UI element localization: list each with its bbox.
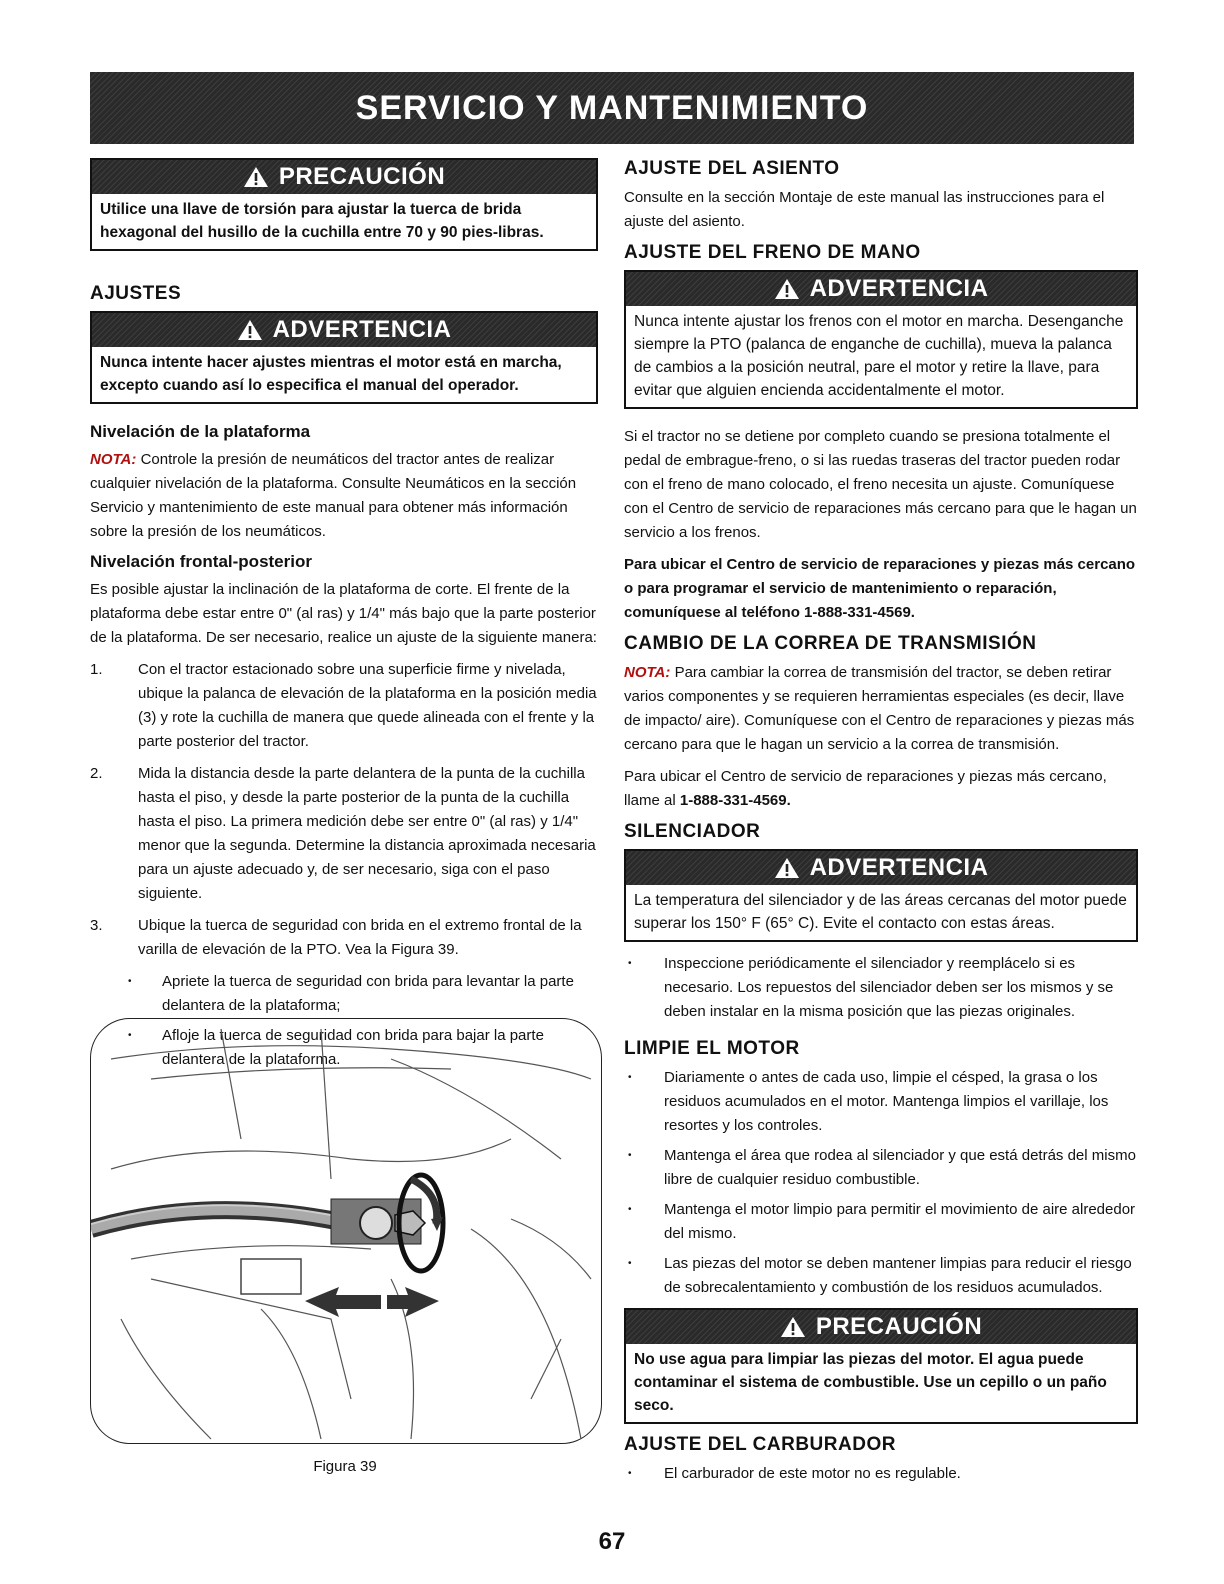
list-item: 1. Con el tractor estacionado sobre una superficie firme y nivelada, ubique la palanca de elevación de la plataforma en la posición media (3) y rote la cuchilla de manera que quede alineada con el frente y la parte posterior del tractor.	[90, 661, 597, 750]
page-banner	[90, 72, 1134, 144]
section-heading-carburador: AJUSTE DEL CARBURADOR	[624, 1434, 896, 1455]
phone-number: 1-888-331-4569.	[679, 792, 791, 809]
frontal-paragraph: Es posible ajustar la inclinación de la plataforma de corte. El frente de la plataforma debe estar entre 0" (al ras) y 1/4" más bajo que la parte posterior de la plataforma. De ser necesario, realice un ajuste de la siguiente manera:	[90, 581, 597, 646]
warning-triangle-icon	[774, 278, 800, 300]
subheading-frontal-posterior: Nivelación frontal-posterior	[90, 552, 312, 571]
carburador-bullets	[624, 1462, 1138, 1486]
list-item: • Mantenga el motor limpio para permitir el movimiento de aire alrededor del mismo.	[624, 1198, 1138, 1246]
figure-39-illustration	[90, 1018, 602, 1444]
nivelacion-text: Controle la presión de neumáticos del tractor antes de realizar cualquier nivelación de la plataforma. Consulte Neumáticos en la sección Servicio y mantenimiento de este manual para obtener más información sobre la presión de los neumáticos.	[90, 451, 577, 540]
caution-box-torque	[90, 158, 598, 251]
list-item: • Inspeccione periódicamente el silenciador y reemplácelo si es necesario. Los repuestos del silenciador deben ser los mismos y se deben instalar en la misma posición que las piezas originales.	[624, 952, 1138, 1024]
list-item: • Apriete la tuerca de seguridad con brida para levantar la parte delantera de la plataforma;	[90, 970, 598, 1018]
warning-label: ADVERTENCIA	[809, 854, 989, 881]
list-item: • Las piezas del motor se deben mantener limpias para reducir el riesgo de sobrecalentamiento y combustión de los residuos acumulados.	[624, 1252, 1138, 1300]
list-item: • Diariamente o antes de cada uso, limpie el césped, la grasa o los residuos acumulados en el motor. Mantenga limpios el varillaje, los resortes y los controles.	[624, 1066, 1138, 1138]
warning-text: La temperatura del silenciador y de las áreas cercanas del motor puede superar los 150° F (65° C). Evite el contacto con estas áreas.	[634, 892, 1127, 932]
correa-paragraph	[624, 661, 1138, 757]
caution-label: PRECAUCIÓN	[815, 1313, 983, 1340]
warning-triangle-icon	[237, 319, 263, 341]
caution-text: Utilice una llave de torsión para ajustar la tuerca de brida hexagonal del husillo de la cuchilla entre 70 y 90 pies-libras.	[100, 201, 544, 241]
section-heading-limpie: LIMPIE EL MOTOR	[624, 1038, 800, 1059]
caution-label: PRECAUCIÓN	[278, 163, 446, 190]
correa-text: Para cambiar la correa de transmisión del tractor, se deben retirar varios componentes y se requieren herramientas especiales (es decir, llave de impacto/ aire). Comuníquese con el Centro de reparaciones y piezas más cercano para que le hagan un servicio a la correa de transmisión.	[624, 664, 1135, 753]
section-heading-correa: CAMBIO DE LA CORREA DE TRANSMISIÓN	[624, 633, 1037, 654]
warning-box-adjust	[90, 311, 598, 404]
caution-box-water	[624, 1308, 1138, 1424]
page-number: 67	[598, 1528, 626, 1555]
warning-bar	[626, 851, 1136, 885]
warning-text: Nunca intente ajustar los frenos con el motor en marcha. Desenganche siempre la PTO (palanca de enganche de cuchilla), mueva la palanca de cambios a la posición neutral, pare el motor y retire la llave, para evitar que alguien encienda accidentalmente el motor.	[634, 313, 1124, 399]
asiento-paragraph: Consulte en la sección Montaje de este manual las instrucciones para el ajuste del asiento.	[624, 189, 1105, 230]
freno-paragraph: Si el tractor no se detiene por completo cuando se presiona totalmente el pedal de embrague-freno, o si las ruedas traseras del tractor pueden rodar con el freno de mano colocado, el freno necesita un ajuste. Comuníquese con el Centro de servicio de reparaciones más cercano para que le hagan un servicio a los frenos.	[624, 428, 1137, 541]
nota-label: NOTA:	[624, 664, 671, 681]
caution-bar	[626, 1310, 1136, 1344]
list-item: 2. Mida la distancia desde la parte delantera de la punta de la cuchilla hasta el piso, y desde la parte posterior de la punta de la cuchilla hasta el piso. La primera medición debe ser entre 0" (al ras) y 1/4" menor que la segunda. Determine la distancia aproximada necesaria para un ajuste adecuado y, de ser necesario, siga con el paso siguiente.	[90, 765, 596, 902]
left-column	[90, 158, 598, 1080]
right-column	[624, 158, 1138, 1494]
nivelacion-paragraph	[90, 448, 598, 544]
warning-triangle-icon	[774, 857, 800, 879]
silenciador-bullets	[624, 952, 1138, 1024]
list-item: • El carburador de este motor no es regulable.	[624, 1462, 1138, 1486]
section-heading-asiento: AJUSTE DEL ASIENTO	[624, 158, 840, 179]
warning-triangle-icon	[780, 1316, 806, 1338]
warning-box-brakes	[624, 270, 1138, 409]
warning-triangle-icon	[243, 166, 269, 188]
freno-contact-paragraph: Para ubicar el Centro de servicio de reparaciones y piezas más cercano o para programar el servicio de mantenimiento o reparación, comuníquese al teléfono 1-888-331-4569.	[624, 556, 1136, 621]
warning-text: Nunca intente hacer ajustes mientras el motor está en marcha, excepto cuando así lo especifica el manual del operador.	[100, 354, 562, 394]
nota-label: NOTA:	[90, 451, 137, 468]
limpie-bullets	[624, 1066, 1138, 1300]
list-item: • Afloje la tuerca de seguridad con brida para bajar la parte delantera de la plataforma.	[90, 1024, 598, 1072]
warning-label: ADVERTENCIA	[272, 316, 452, 343]
section-heading-silenciador: SILENCIADOR	[624, 821, 761, 842]
correa-contact-text: Para ubicar el Centro de servicio de reparaciones y piezas más cercano, llame al	[624, 768, 1107, 809]
caution-bar	[92, 160, 596, 194]
section-heading-freno: AJUSTE DEL FRENO DE MANO	[624, 242, 921, 263]
pto-lift-rod-drawing	[91, 1019, 601, 1443]
subheading-nivelacion: Nivelación de la plataforma	[90, 422, 311, 441]
list-item: • Mantenga el área que rodea al silenciador y que está detrás del mismo libre de cualquier residuo combustible.	[624, 1144, 1138, 1192]
warning-label: ADVERTENCIA	[809, 275, 989, 302]
list-item: 3. Ubique la tuerca de seguridad con brida en el extremo frontal de la varilla de elevación de la PTO. Vea la Figura 39.	[90, 917, 582, 958]
warning-bar	[626, 272, 1136, 306]
correa-contact-paragraph	[624, 765, 1138, 813]
page-title: SERVICIO Y MANTENIMIENTO	[355, 88, 869, 127]
section-heading-ajustes: AJUSTES	[90, 283, 182, 304]
caution-text: No use agua para limpiar las piezas del motor. El agua puede contaminar el sistema de combustible. Use un cepillo o un paño seco.	[634, 1351, 1107, 1414]
warning-bar	[92, 313, 596, 347]
steps-list	[90, 658, 598, 962]
figure-caption: Figura 39	[313, 1458, 377, 1475]
warning-box-muffler	[624, 849, 1138, 942]
